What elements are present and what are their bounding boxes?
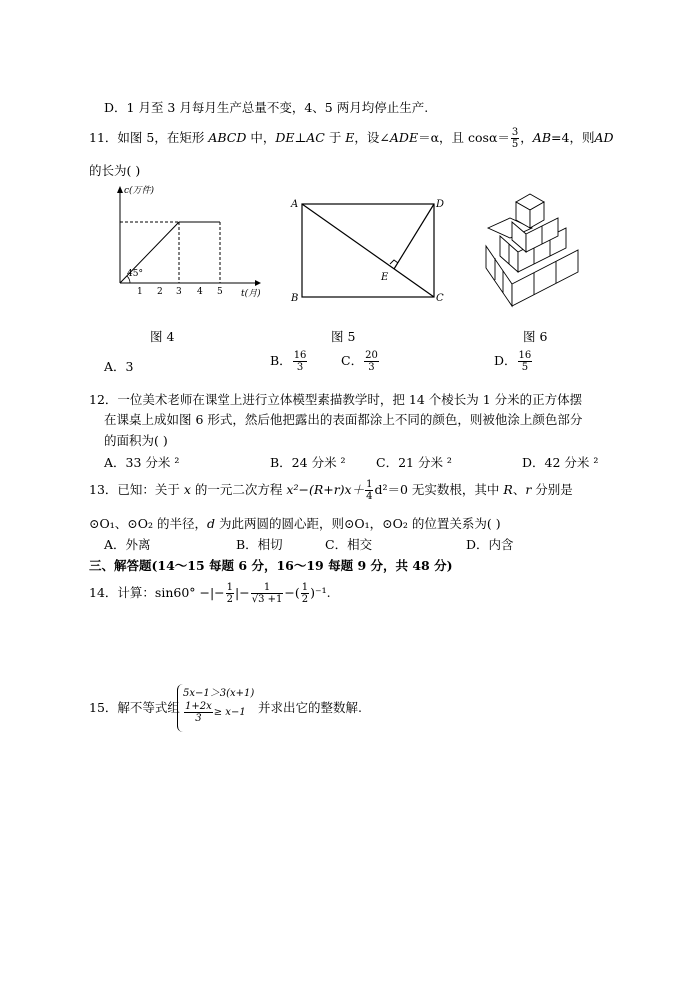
fig4-x-label: t(月) [241,289,261,299]
q13-stem-line2 [89,514,501,532]
q11-abcd: ABCD [208,130,247,145]
q13-text: 、 [512,482,526,497]
fig4-tick: 4 [197,287,203,297]
q13-text: ⊙O₁、⊙O₂ 的半径， [89,516,207,531]
q14-fraction-1 [226,582,234,605]
fraction-numerator: 16 [518,350,532,361]
q13-text: 的一元二次方程 [190,482,287,497]
q12-option-c: C．21 分米 ² [376,455,452,470]
q14-text: )⁻¹. [310,585,331,600]
fig4-angle-label: 45° [127,269,143,279]
figure-5 [285,190,455,310]
fraction-denominator: 3 [368,362,375,373]
q12-option-b: B．24 分米 ² [270,455,346,470]
q11-option-b-fraction [293,350,308,373]
q11-de: DE [275,130,295,145]
fig4-y-arrow [117,186,123,193]
fraction-numerator: 16 [293,350,307,361]
q13-equation: x²−(R+r)x＋ [286,482,365,497]
q13-var-r-big: R [503,482,513,497]
q13-option-b: B．相切 [236,537,283,552]
fig4-x-arrow [255,280,261,286]
q11-text: 于 [324,130,346,145]
q11-text: 11．如图 5，在矩形 [89,130,209,145]
q13-fraction [365,479,373,502]
q13-var-x: x [183,482,191,497]
q14-text: |− [235,585,250,600]
fig4-tick: 5 [217,287,223,297]
q11-option-d [494,350,533,373]
fraction-numerator: 1 [251,582,284,594]
q11-perp-symbol: ⊥ [294,130,307,145]
q12-stem-line2: 在课桌上成如图 6 形式，然后他把露出的表面都涂上不同的颜色，则被他涂上颜色部分 [104,412,583,427]
q10-option-d: D．1 月至 3 月每月生产总量不变，4、5 两月均停止生产. [104,100,429,115]
q11-ab: AB [532,130,552,145]
q13-option-c: C．相交 [325,537,373,552]
q11-option-d-fraction [518,350,533,373]
fig5-label-e: E [381,272,389,283]
fraction-denominator: 4 [366,491,373,502]
fig5-label-b: B [291,293,299,304]
q11-stem-line2: 的长为( ) [89,163,141,178]
q11-ad: AD [594,130,614,145]
q11-text: ， [520,130,533,145]
fig4-tick: 1 [137,287,143,297]
q15-inequality-2-fraction [184,701,213,724]
q12-stem-line1: 12．一位美术老师在课堂上进行立体模型素描教学时，把 14 个棱长为 1 分米的正方体摆 [89,392,583,407]
fraction-denominator: 2 [226,594,234,605]
fig4-y-label: c(万件) [124,186,155,196]
q15-inequality-2-rest: ≥ x−1 [213,707,246,718]
q11-ac: AC [306,130,325,145]
figure-6 [478,188,588,314]
fig5-caption: 图 5 [331,329,356,344]
q13-var-d: d [206,516,215,531]
fraction-numerator: 1 [226,582,234,593]
fraction-numerator: 1 [366,479,373,490]
q12-option-a: A．33 分米 ² [104,455,180,470]
q13-stem-line1 [89,478,573,502]
fraction-numerator: 1 [301,582,309,593]
fraction-denominator: 3 [195,713,202,724]
q11-text: ＝α，且 cosα＝ [418,130,510,145]
fig4-tick: 2 [157,287,163,297]
q15-instruction: 并求出它的整数解. [258,700,362,715]
option-label: D． [494,353,517,368]
fig5-label-c: C [436,293,444,304]
fraction-denominator: √3 +1 [251,594,283,605]
q14-stem [89,580,331,606]
q13-text: 13．已知：关于 [89,482,184,497]
q11-text: 中， [246,130,276,145]
q12-stem-line3: 的面积为( ) [104,433,168,448]
fraction-denominator: 5 [511,139,519,150]
q12-option-d: D．42 分米 ² [522,455,599,470]
q11-text: ，设∠ [354,130,390,145]
q11-ade: ADE [389,130,419,145]
fig5-segment-de [394,204,434,269]
q13-var-r-small: r [525,482,532,497]
q13-text: 为此两圆的圆心距，则⊙O₁，⊙O₂ 的位置关系为( ) [214,516,501,531]
q11-option-c-fraction [364,350,379,373]
q15-inequality-2 [183,701,246,724]
fraction-numerator: 3 [511,127,519,138]
q13-option-a: A．外离 [104,537,151,552]
fraction-numerator: 20 [365,350,378,361]
q13-option-d: D．内含 [466,537,514,552]
figure-4 [100,180,280,305]
q11-text: =4，则 [551,130,595,145]
fig4-caption: 图 4 [150,329,175,344]
q14-fraction-3 [301,582,309,605]
fraction-denominator: 5 [521,362,529,373]
section-3-title: 三、解答题(14～15 每题 6 分，16～19 每题 9 分，共 48 分) [89,558,453,573]
q14-text: −( [284,585,300,600]
q13-equation: d²＝0 无实数根，其中 [374,482,504,497]
q11-option-a: A．3 [104,359,134,374]
fig5-label-d: D [436,199,445,210]
q11-option-c [341,350,380,373]
fraction-denominator: 2 [301,594,309,605]
q14-text: 14．计算：sin60° −|− [89,585,225,600]
option-label: B． [270,353,292,368]
fig5-diagonal-ac [302,204,434,297]
fig5-label-a: A [291,199,299,210]
q15-inequality-1: 5x−1＞3(x+1) [183,688,255,699]
q11-stem-line1 [89,125,614,151]
option-label: C． [341,353,364,368]
q11-e: E [345,130,355,145]
q11-option-b [270,350,308,373]
q11-cos-fraction [511,127,519,150]
q13-text: 分别是 [531,482,573,497]
q14-fraction-2 [251,582,284,605]
fraction-numerator: 1+2x [185,701,212,712]
q15-label: 15．解不等式组 [89,700,180,715]
fig6-caption: 图 6 [523,329,548,344]
fraction-denominator: 3 [296,362,304,373]
fig4-tick: 3 [176,287,182,297]
